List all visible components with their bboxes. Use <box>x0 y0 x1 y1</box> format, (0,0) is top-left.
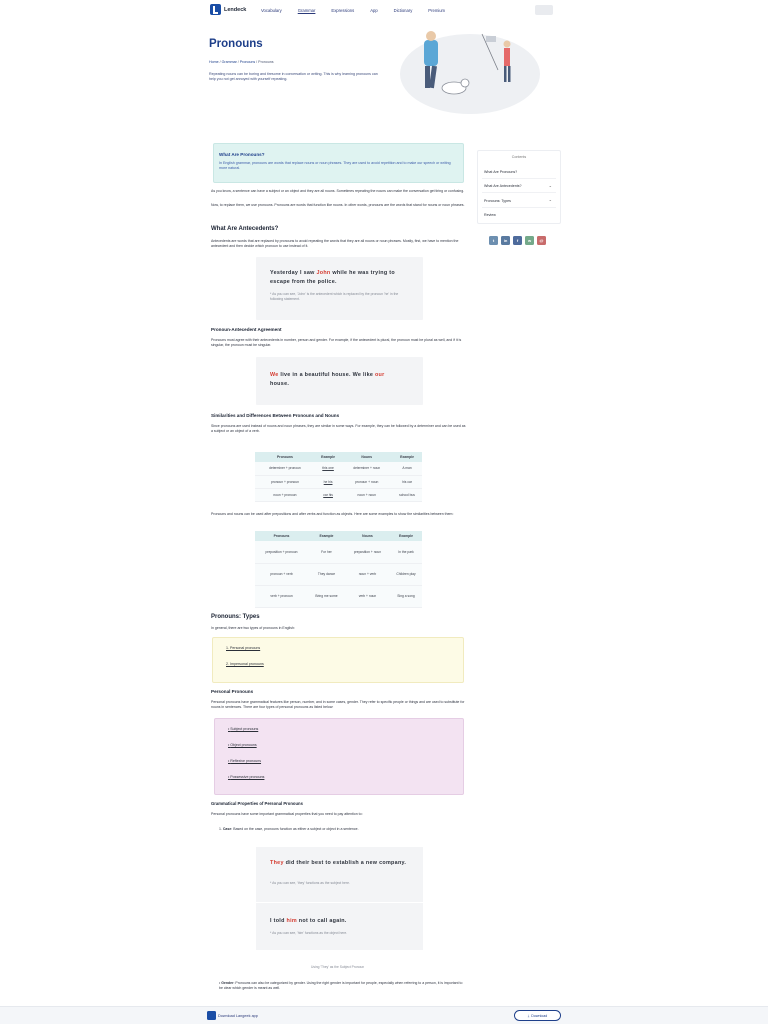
list-item-object-pronouns[interactable]: • Object pronouns <box>228 743 257 747</box>
definition-title: What Are Pronouns? <box>219 152 265 157</box>
list-item-personal-pronouns[interactable]: 1. Personal pronouns <box>226 646 261 650</box>
toc-item-types[interactable]: Pronouns: Types <box>484 199 511 203</box>
chevron-down-icon[interactable]: ⌄ <box>548 183 552 188</box>
nav-link-grammar[interactable]: Grammar <box>297 8 316 13</box>
nav-link-expressions[interactable]: Expressions <box>331 8 355 13</box>
table-header: Example <box>390 531 422 541</box>
toc-divider <box>482 192 556 193</box>
hero-description: Repeating nouns can be boring and tiresome in conversation or writing. This is why learning pronouns can help you not get annoyed with yourself repeating. <box>209 72 378 81</box>
antecedents-text: Antecedents are words that are replaced by pronouns to avoid repeating the words that they are all nouns or noun phrases. Mostly, first, we have to mention the antecedent and then decide which pronoun to use instead of it. <box>211 239 459 248</box>
list-item-reflexive-pronouns[interactable]: • Reflexive pronouns <box>228 759 262 763</box>
table-row: pronoun + pronoun he his pronoun + noun his car <box>255 475 422 488</box>
page-title: Pronouns <box>209 38 263 50</box>
toc-divider <box>482 178 556 179</box>
types-list-box <box>212 637 464 683</box>
list-item-possessive-pronouns[interactable]: • Possessive pronouns <box>228 775 265 779</box>
example-box-agreement <box>256 357 423 405</box>
breadcrumb-grammar[interactable]: Grammar <box>221 60 237 64</box>
table-row: preposition + pronoun For her preposition + noun In the park <box>255 541 422 563</box>
comparison-table-1 <box>255 452 422 502</box>
agreement-text: Pronouns must agree with their antecedents in number, person and gender. For example, if the antecedent is plural, the pronoun must be plural as well, and if it is singular, the pronoun must be singular. <box>211 338 462 347</box>
case-item: 1. Case: Based on the case, pronouns function as either a subject or object in a sentence. <box>219 827 359 831</box>
table-row: noun + pronoun car his noun + noun school bus <box>255 488 422 501</box>
share-icons <box>489 236 546 245</box>
app-logo-icon <box>207 1011 216 1020</box>
facebook-icon[interactable]: f <box>513 236 522 245</box>
list-item-subject-pronouns[interactable]: • Subject pronouns <box>228 727 259 731</box>
brand-logo[interactable] <box>210 4 246 15</box>
example-sentence: Yesterday I saw John while he was trying to escape from the police. <box>270 270 395 285</box>
whatsapp-icon[interactable]: w <box>525 236 534 245</box>
nav-link-dictionary[interactable]: Dictionary <box>393 8 413 13</box>
table-row: pronoun + verb They dance noun + verb Children play <box>255 563 422 585</box>
list-item-impersonal-pronouns[interactable]: 2. Impersonal pronouns <box>226 662 264 666</box>
email-icon[interactable]: @ <box>537 236 546 245</box>
table-row: determiner + pronoun this one determiner + noun A man <box>255 462 422 475</box>
breadcrumb-current: Pronouns <box>258 60 274 64</box>
example-sentence: We live in a beautiful house. We like our house. <box>270 372 385 387</box>
table-header: Example <box>392 452 422 462</box>
linkedin-icon[interactable]: in <box>501 236 510 245</box>
section-heading-similarities: Similarities and Differences Between Pronouns and Nouns <box>211 413 340 418</box>
login-button[interactable] <box>535 5 553 15</box>
top-navbar <box>0 0 768 22</box>
properties-text: Personal pronouns have some important grammatical properties that you need to pay attention to: <box>211 812 363 816</box>
chevron-down-icon[interactable]: ⌄ <box>548 197 552 202</box>
image-caption: Using 'They' as the Subject Pronoun <box>311 965 365 969</box>
bottom-app-banner <box>0 1006 768 1024</box>
twitter-icon[interactable]: t <box>489 236 498 245</box>
example-note: * As you can see, 'him' functions as the object here. <box>270 931 348 935</box>
example-note: * As you can see, 'they' functions as the subject here. <box>270 881 350 885</box>
brand-name: Lendeck <box>224 6 247 13</box>
example-box-antecedent <box>256 257 423 320</box>
definition-box <box>213 143 464 183</box>
example-box-case <box>256 847 423 950</box>
table-header: Nouns <box>341 452 392 462</box>
similarities-text-2: Pronouns and nouns can be used after prepositions and after verbs and function as objects. Here are some examples to show the similarities between them: <box>211 512 454 516</box>
nav-links <box>261 8 461 13</box>
table-header: Example <box>315 452 341 462</box>
intro-paragraph-1: As you know, a sentence can have a subject or an object and they are all nouns. Sometimes repeating the nouns can make the conversation get tiring or confusing. <box>211 189 465 193</box>
nav-link-premium[interactable]: Premium <box>428 8 446 13</box>
section-heading-types: Pronouns: Types <box>211 614 260 620</box>
breadcrumb-home[interactable]: Home <box>209 60 219 64</box>
toc-item-antecedents[interactable]: What Are Antecedents? <box>484 184 522 188</box>
hero-illustration <box>394 26 542 116</box>
example-sentence-subject: They did their best to establish a new company. <box>270 860 407 866</box>
section-heading-antecedents: What Are Antecedents? <box>211 226 279 232</box>
types-text: In general, there are two types of pronouns in English: <box>211 626 295 630</box>
breadcrumb: Home / Grammar / Pronouns / Pronouns <box>209 60 274 64</box>
personal-types-box <box>214 718 464 795</box>
comparison-table-2 <box>255 531 422 608</box>
intro-paragraph-2: Now, to replace them, we use pronouns. Pronouns are words that function like nouns. In other words, pronouns are the words that stand for nouns or noun phrases. <box>211 203 465 207</box>
similarities-text: Since pronouns are used instead of nouns and noun phrases, they are similar in some ways. For example, they can be followed by a determiner and can be used as a subject or an object of a verb. <box>211 424 466 433</box>
nav-link-app[interactable]: App <box>370 8 378 13</box>
table-header: Pronouns <box>255 531 308 541</box>
personal-text: Personal pronouns have grammatical features like person, number, and in some cases, gender. They refer to specific people or things and are used to substitute for nouns in sentences. There are four types of personal pronouns as listed below: <box>211 700 465 709</box>
table-of-contents <box>477 150 561 224</box>
example-sentence-object: I told him not to call again. <box>270 918 347 924</box>
example-note: * As you can see, 'John' is the antecedent which is replaced by the pronoun 'he' in the following statement. <box>270 292 399 301</box>
logo-icon <box>210 4 221 15</box>
breadcrumb-pronouns[interactable]: Pronouns <box>239 60 256 64</box>
definition-text: In English grammar, pronouns are words that replace nouns or noun phrases. They are used to avoid repetition and to make our speech or writing more natural. <box>219 161 451 170</box>
download-button[interactable]: ⤓ Download <box>514 1010 561 1021</box>
section-heading-agreement: Pronoun-Antecedent Agreement <box>211 327 282 332</box>
nav-link-vocabulary[interactable]: Vocabulary <box>261 8 282 13</box>
table-header: Example <box>308 531 345 541</box>
section-heading-personal: Personal Pronouns <box>211 689 254 694</box>
app-banner-text: Download Langeek app <box>218 1014 258 1018</box>
table-row: verb + pronoun Bring me some verb + noun Sing a song <box>255 585 422 607</box>
gender-item: • Gender: Pronouns can also be categorized by gender. Using the right gender is important for people, especially when referring to a person, it is important to be clear which gender is meant as well. <box>219 981 463 990</box>
table-header: Nouns <box>345 531 390 541</box>
section-heading-properties: Grammatical Properties of Personal Pronouns <box>211 801 303 806</box>
download-icon: ⤓ <box>527 1013 530 1018</box>
toc-divider <box>482 207 556 208</box>
toc-item-review[interactable]: Review <box>484 213 496 217</box>
toc-item-what-are-pronouns[interactable]: What Are Pronouns? <box>484 170 518 174</box>
toc-heading: Contents <box>511 155 527 159</box>
table-header: Pronouns <box>255 452 315 462</box>
divider <box>256 902 423 903</box>
